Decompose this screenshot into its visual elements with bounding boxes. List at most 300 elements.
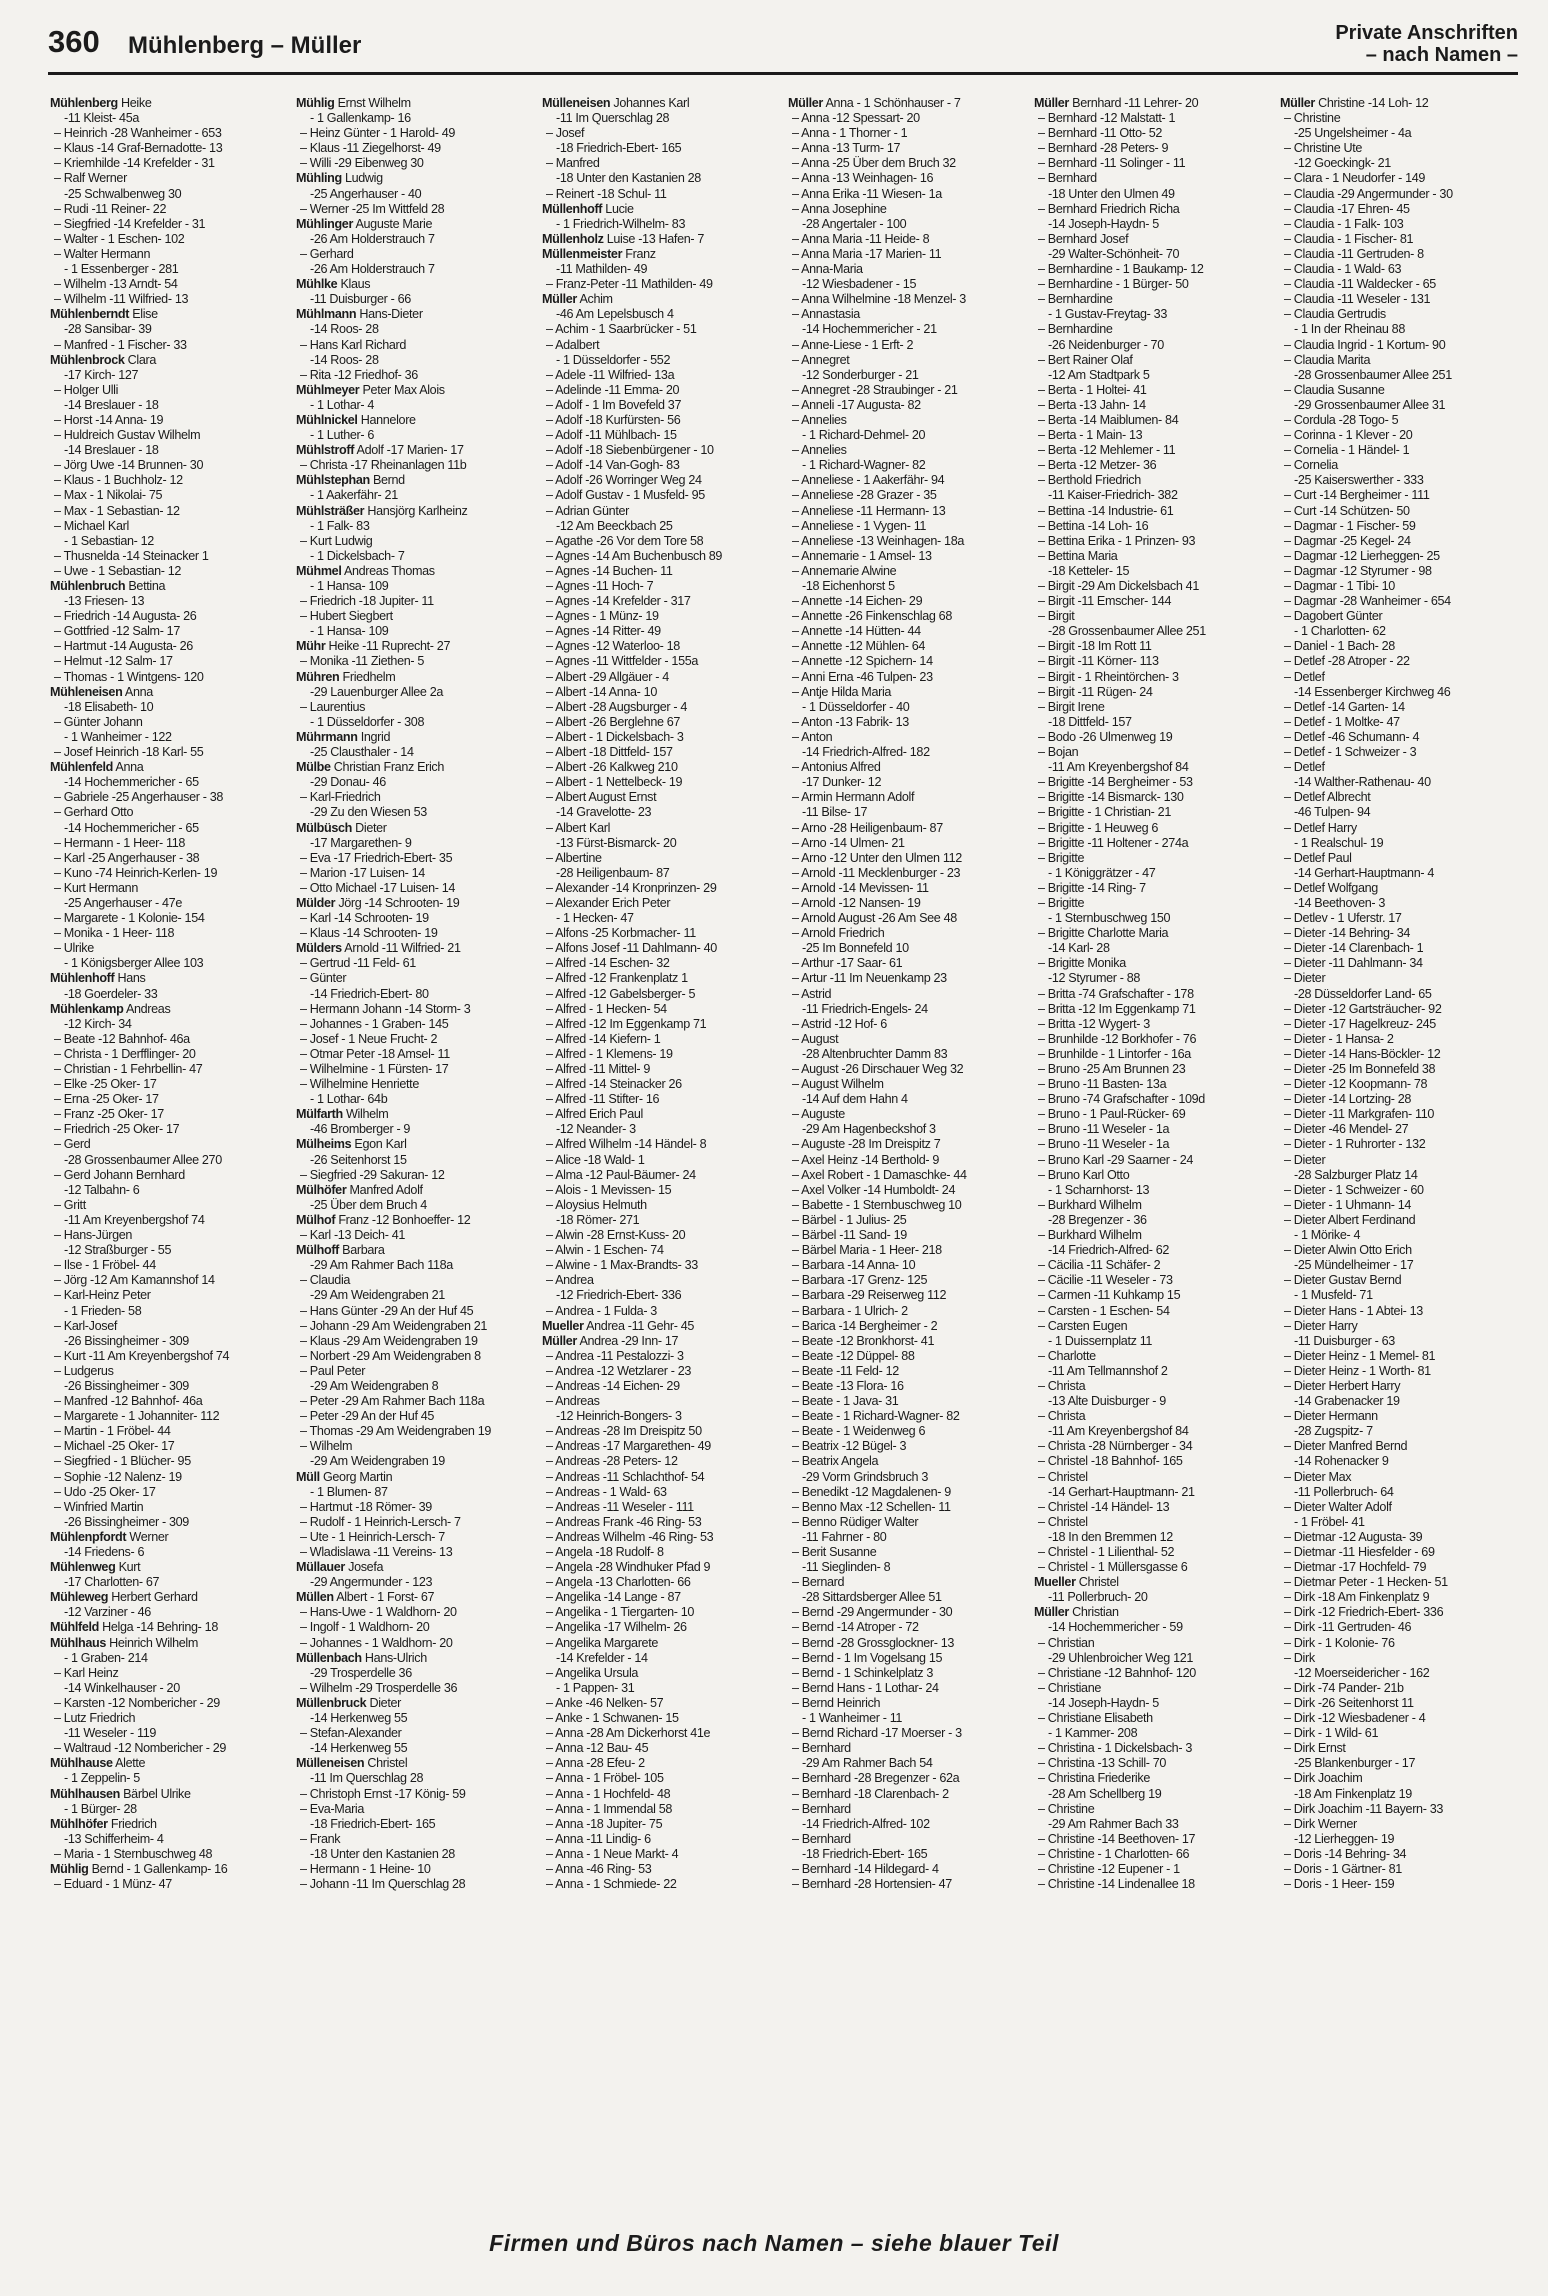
entry-text: – Dieter Gustav Bernd [1284,1273,1402,1288]
entry-text: – Friedrich -25 Oker- 17 [54,1122,180,1137]
directory-entry [296,1349,532,1364]
entry-text: -26 Bissingheimer - 309 [64,1514,189,1529]
entry-text: Elise [129,307,158,322]
directory-entry [50,987,286,1002]
directory-entry [296,1047,532,1062]
entry-text: Heike [117,96,152,110]
entry-text: – Alfred -12 Frankenplatz 1 [546,971,688,986]
surname: Mülder [296,895,336,910]
entry-text: – Anna -11 Lindig- 6 [546,1831,651,1846]
directory-entry [542,307,778,322]
entry-text: - 1 Duissernplatz 11 [1048,1333,1153,1348]
entry-text: – Andreas -11 Weseler - 111 [546,1499,694,1514]
entry-text: – Peter -29 An der Huf 45 [300,1409,435,1424]
surname: Müller [1034,96,1069,110]
directory-entry [542,187,778,202]
directory-entry [1034,1424,1270,1439]
directory-entry [542,866,778,881]
directory-entry [1034,836,1270,851]
directory-entry-surname [296,941,532,956]
entry-text: -14 Joseph-Haydn- 5 [1048,216,1159,231]
entry-text: – Benno Max -12 Schellen- 11 [792,1499,951,1514]
entry-text: – Arnold -11 Mecklenburger - 23 [792,865,961,880]
entry-text: – Christine [1284,111,1341,126]
directory-entry [296,262,532,277]
entry-text: – Dieter Heinz - 1 Worth- 81 [1284,1363,1431,1378]
entry-text: – Huldreich Gustav Wilhelm [54,428,201,443]
directory-entry [542,428,778,443]
directory-entry [296,1802,532,1817]
directory-entry [296,1168,532,1183]
directory-entry [50,1470,286,1485]
directory-columns [50,96,1516,2206]
entry-text: – Alexander -14 Kronprinzen- 29 [546,880,717,895]
entry-text: – Anneliese -28 Grazer - 35 [792,488,937,503]
directory-entry [788,1198,1024,1213]
entry-text: -14 Friedens- 6 [64,1545,145,1559]
directory-entry [1034,111,1270,126]
directory-entry [50,488,286,503]
directory-entry [788,1877,1024,1892]
entry-text: – Arnold -12 Nansen- 19 [792,895,921,910]
entry-text: -18 Dittfeld- 157 [1048,714,1132,729]
entry-text: – August [792,1031,839,1046]
entry-text: – Dieter -12 Koopmann- 78 [1284,1077,1428,1092]
entry-text: – Bodo -26 Ulmenweg 19 [1038,729,1173,744]
entry-text: – Helmut -12 Salm- 17 [54,654,173,669]
surname: Mühlhaus [50,1635,106,1650]
directory-entry [788,1439,1024,1454]
directory-entry [1034,1485,1270,1500]
directory-entry [50,1243,286,1258]
directory-entry [50,1319,286,1334]
entry-text: -18 Friedrich-Ebert- 165 [556,141,682,156]
surname: Mühlenberg [50,96,118,110]
directory-entry [1280,322,1516,337]
directory-entry [1280,1802,1516,1817]
directory-entry [788,987,1024,1002]
directory-entry-surname [50,1756,286,1771]
entry-text: -11 Pollerbruch- 20 [1048,1590,1148,1605]
entry-text: – Anna Wilhelmine -18 Menzel- 3 [792,292,966,307]
directory-entry [1034,1802,1270,1817]
entry-text: -11 Bilse- 17 [802,805,868,820]
entry-text: – Andrea -11 Pestalozzi- 3 [546,1348,684,1363]
entry-text: – Dirk - 1 Wild- 61 [1284,1726,1379,1741]
directory-entry [788,685,1024,700]
directory-entry [296,1711,532,1726]
entry-text: -18 Unter den Kastanien 28 [556,171,701,186]
directory-entry [50,1651,286,1666]
directory-entry [296,322,532,337]
entry-text: – Berta -14 Maiblumen- 84 [1038,412,1179,427]
directory-entry [1280,1198,1516,1213]
entry-text: Bernhard -11 Lehrer- 20 [1069,96,1199,110]
directory-entry [542,730,778,745]
directory-entry [788,1756,1024,1771]
directory-entry [50,745,286,760]
entry-text: – Bruno -11 Weseler - 1a [1038,1137,1170,1152]
directory-entry [1034,1454,1270,1469]
entry-text: - 1 Fröbel- 41 [1294,1514,1365,1529]
entry-text: – Axel Robert - 1 Damaschke- 44 [792,1167,967,1182]
directory-entry [50,1424,286,1439]
directory-entry [1034,1862,1270,1877]
directory-entry [788,473,1024,488]
entry-text: – Carsten - 1 Eschen- 54 [1038,1303,1170,1318]
directory-entry [1280,1137,1516,1152]
entry-text: – Eva-Maria [300,1801,365,1816]
entry-text: -12 Moerseidericher - 162 [1294,1665,1430,1680]
directory-entry [788,1364,1024,1379]
entry-text: – Annelies [792,443,847,458]
directory-entry [50,1168,286,1183]
entry-text: – Barbara -29 Reiserweg 112 [792,1288,947,1303]
entry-text: – Erna -25 Oker- 17 [54,1092,159,1107]
entry-text: – Anton [792,729,833,744]
directory-entry [1280,156,1516,171]
entry-text: – Laurentius [300,699,366,714]
directory-entry [296,338,532,353]
directory-entry [542,1756,778,1771]
directory-entry [50,322,286,337]
directory-entry-surname [50,1560,286,1575]
directory-entry [50,730,286,745]
entry-text: – Wilhelm -11 Wilfried- 13 [54,292,189,307]
directory-entry [1034,443,1270,458]
entry-text: – Bert Rainer Olaf [1038,352,1133,367]
directory-entry [50,851,286,866]
directory-entry [1280,1847,1516,1862]
directory-entry [1280,1651,1516,1666]
entry-text: – Dagmar -25 Kegel- 24 [1284,533,1411,548]
entry-text: -18 In den Bremmen 12 [1048,1529,1173,1544]
directory-entry [542,1183,778,1198]
directory-entry [296,1877,532,1892]
directory-entry-surname [296,1107,532,1122]
directory-entry [542,473,778,488]
directory-entry [788,1651,1024,1666]
directory-entry-surname [50,1862,286,1877]
directory-entry [542,1741,778,1756]
directory-entry [50,519,286,534]
directory-entry [1280,1439,1516,1454]
entry-text: – Anna - 1 Neue Markt- 4 [546,1846,679,1861]
directory-entry [788,639,1024,654]
directory-entry [788,1002,1024,1017]
directory-entry [542,1711,778,1726]
directory-entry [542,1651,778,1666]
entry-text: – Jörg -12 Am Kamannshof 14 [54,1273,215,1288]
directory-entry [542,217,778,232]
entry-text: – Wilhelm -13 Arndt- 54 [54,277,178,292]
surname: Mühling [296,171,342,186]
entry-text: -14 Auf dem Hahn 4 [802,1092,908,1107]
directory-entry [1280,368,1516,383]
entry-text: -29 Zu den Wiesen 53 [310,805,427,820]
entry-text: – Wladislawa -11 Vereins- 13 [300,1545,453,1559]
entry-text: Anna [122,684,153,699]
directory-entry [50,1137,286,1152]
entry-text: – Berta - 1 Main- 13 [1038,428,1143,443]
entry-text: Ludwig [341,171,383,186]
directory-entry [1034,564,1270,579]
entry-text: -11 Duisburger - 63 [1294,1333,1395,1348]
entry-text: – Brigitte - 1 Heuweg 6 [1038,820,1159,835]
entry-text: – Alice -18 Wald- 1 [546,1152,645,1167]
directory-entry-surname [296,760,532,775]
entry-text: – Kurt Hermann [54,880,138,895]
entry-text: -14 Grabenacker 19 [1294,1394,1400,1409]
entry-text: – Christine -12 Eupener - 1 [1038,1861,1180,1876]
directory-entry [296,534,532,549]
directory-entry [1034,504,1270,519]
entry-text: – Manfred [546,156,600,171]
entry-text: Christel [1075,1575,1119,1590]
entry-text: – Angelika Ursula [546,1665,639,1680]
directory-entry [1280,1062,1516,1077]
directory-entry [542,1153,778,1168]
directory-entry [296,956,532,971]
entry-text: – Brigitte -11 Holtener - 274a [1038,835,1189,850]
entry-text: – Franz -25 Oker- 17 [54,1107,164,1122]
directory-entry [1034,1379,1270,1394]
entry-text: – Alfred Wilhelm -14 Händel- 8 [546,1137,707,1152]
entry-text: – Beate -12 Düppel- 88 [792,1348,915,1363]
directory-entry [542,624,778,639]
entry-text: -28 Sittardsberger Allee 51 [802,1590,942,1605]
directory-entry [542,1213,778,1228]
entry-text: – Annette -14 Hütten- 44 [792,624,921,639]
directory-entry-surname [50,971,286,986]
directory-entry [296,1636,532,1651]
directory-entry [1034,383,1270,398]
directory-entry [1280,805,1516,820]
entry-text: -28 Grossenbaumer Allee 251 [1294,367,1452,382]
directory-entry [1280,1364,1516,1379]
directory-entry-surname [296,1651,532,1666]
entry-text: – Arnold -14 Mevissen- 11 [792,880,929,895]
entry-text: – Anni Erna -46 Tulpen- 23 [792,669,933,684]
entry-text: – Cornelia [1284,458,1338,473]
directory-entry-surname [50,1530,286,1545]
directory-entry [50,292,286,307]
entry-text: -14 Friedrich-Alfred- 182 [802,745,930,760]
directory-entry [50,700,286,715]
entry-text: – Barica -14 Bergheimer - 2 [792,1318,938,1333]
directory-entry [1034,1787,1270,1802]
directory-entry [1280,1319,1516,1334]
directory-entry [1280,1122,1516,1137]
directory-entry [1034,1107,1270,1122]
entry-text: Manfred Adolf [346,1182,423,1197]
surname: Mueller [542,1318,584,1333]
surname: Müllen [296,1590,334,1605]
directory-entry [50,1062,286,1077]
directory-entry-surname [50,1787,286,1802]
directory-entry [1034,1651,1270,1666]
directory-entry [1280,1560,1516,1575]
name-range-title: Mühlenberg – Müller [128,32,362,59]
directory-entry [542,926,778,941]
entry-text: Christian [1069,1605,1119,1620]
entry-text: – Manfred - 1 Fischer- 33 [54,337,187,352]
directory-entry-surname [542,202,778,217]
entry-text: – Kurt Ludwig [300,533,373,548]
directory-entry-surname [296,1470,532,1485]
entry-text: – Beate -11 Feld- 12 [792,1363,899,1378]
directory-entry [296,368,532,383]
directory-entry [788,1334,1024,1349]
directory-entry [542,126,778,141]
directory-entry [788,851,1024,866]
entry-text: -18 Elisabeth- 10 [64,699,154,714]
directory-entry [1034,941,1270,956]
directory-entry [788,1304,1024,1319]
entry-text: -28 Grossenbaumer Allee 270 [64,1152,222,1167]
directory-entry [1280,700,1516,715]
directory-entry [542,1394,778,1409]
entry-text: -13 Fürst-Bismarck- 20 [556,835,677,850]
entry-text: - 1 Pappen- 31 [556,1680,635,1695]
entry-text: – Claudia -29 Angermunder - 30 [1284,186,1453,201]
directory-entry [50,398,286,413]
entry-text: Wilhelm [342,1107,389,1122]
directory-entry [1034,307,1270,322]
entry-text: -25 Schwalbenweg 30 [64,186,182,201]
entry-text: – Klaus -29 Am Weidengraben 19 [300,1333,478,1348]
entry-text: – Annette -12 Spichern- 14 [792,654,933,669]
entry-text: – Heinrich -28 Wanheimer - 653 [54,126,222,141]
entry-text: – Brunhilde - 1 Lintorfer - 16a [1038,1046,1191,1061]
directory-entry [50,111,286,126]
directory-entry [788,1590,1024,1605]
directory-entry [1280,383,1516,398]
entry-text: – Bernhard [792,1831,851,1846]
entry-text: -14 Gerhart-Hauptmann- 21 [1048,1484,1195,1499]
directory-entry [542,1454,778,1469]
directory-entry [296,398,532,413]
entry-text: - 1 Richard-Dehmel- 20 [802,428,926,443]
entry-text: – Claudia [300,1273,351,1288]
directory-entry-surname [296,413,532,428]
directory-entry [788,1409,1024,1424]
entry-text: – Agnes -14 Krefelder - 317 [546,594,691,609]
entry-text: Christine -14 Loh- 12 [1315,96,1429,110]
directory-column-6 [1280,96,1516,2206]
directory-entry-surname [296,639,532,654]
entry-text: -14 Breslauer - 18 [64,443,159,458]
directory-entry [788,1153,1024,1168]
entry-text: – Adolf -11 Mühlbach- 15 [546,428,677,443]
entry-text: -12 Sonderburger - 21 [802,367,919,382]
entry-text: – Monika - 1 Heer- 118 [54,926,175,941]
directory-entry [788,1832,1024,1847]
directory-entry-surname [296,307,532,322]
directory-entry [296,579,532,594]
entry-text: -14 Friedrich-Ebert- 80 [310,986,429,1001]
entry-text: – Claudia Marita [1284,352,1371,367]
entry-text: -11 Kaiser-Friedrich- 382 [1048,488,1178,503]
surname: Mühlig [50,1861,89,1876]
directory-entry [542,1349,778,1364]
directory-entry [788,1696,1024,1711]
entry-text: – Agnes - 1 Münz- 19 [546,609,659,624]
directory-entry [1034,458,1270,473]
entry-text: – Christine - 1 Charlotten- 66 [1038,1846,1190,1861]
directory-entry-surname [296,1183,532,1198]
directory-entry [296,1681,532,1696]
entry-text: – Alfred -12 Im Eggenkamp 71 [546,1016,707,1031]
entry-text: – Ludgerus [54,1363,114,1378]
surname: Mülleneisen [296,1756,365,1771]
directory-entry [50,458,286,473]
entry-text: - 1 Wanheimer - 11 [802,1711,903,1726]
directory-entry [1034,1847,1270,1862]
directory-entry [1034,1409,1270,1424]
entry-text: – Daniel - 1 Bach- 28 [1284,639,1395,654]
directory-entry [788,700,1024,715]
directory-entry [1280,1394,1516,1409]
directory-entry [542,1847,778,1862]
directory-entry [50,1877,286,1892]
entry-text: Klaus [337,277,371,292]
directory-entry [1034,1530,1270,1545]
directory-entry [788,428,1024,443]
entry-text: -12 Goeckingk- 21 [1294,156,1391,171]
entry-text: Bärbel Ulrike [119,1786,191,1801]
directory-entry [1034,775,1270,790]
surname: Mühlenpfordt [50,1529,127,1544]
directory-entry [296,775,532,790]
directory-entry [1280,1726,1516,1741]
directory-entry [788,126,1024,141]
entry-text: – Albert -28 Augsburger - 4 [546,699,688,714]
directory-entry [542,745,778,760]
directory-entry [50,1032,286,1047]
directory-entry [788,760,1024,775]
directory-entry [1280,745,1516,760]
entry-text: – Arnold August -26 Am See 48 [792,911,957,926]
entry-text: – Detlef Paul [1284,850,1352,865]
entry-text: -11 Duisburger - 66 [310,292,411,307]
directory-entry [1280,1213,1516,1228]
directory-entry [788,443,1024,458]
entry-text: -29 Am Rahmer Bach 118a [310,1258,453,1273]
entry-text: – Christiane [1038,1680,1101,1695]
directory-entry [1034,338,1270,353]
entry-text: – Ulrike [54,941,94,956]
surname: Müller [1280,96,1315,110]
entry-text: – Margarete - 1 Kolonie- 154 [54,911,205,926]
directory-entry [50,609,286,624]
entry-text: – Werner -25 Im Wittfeld 28 [300,201,445,216]
directory-entry [788,1470,1024,1485]
entry-text: – Birgit -11 Rügen- 24 [1038,684,1153,699]
directory-entry [788,624,1024,639]
directory-entry [1280,1817,1516,1832]
directory-entry-surname [542,292,778,307]
directory-entry-surname [1034,1605,1270,1620]
entry-text: – Auguste [792,1107,845,1122]
entry-text: – Brigitte -14 Ring- 7 [1038,880,1146,895]
entry-text: – Dagobert Günter [1284,609,1383,624]
directory-entry [542,1062,778,1077]
entry-text: -29 Trosperdelle 36 [310,1665,412,1680]
directory-entry [1280,1153,1516,1168]
entry-text: – Bärbel Maria - 1 Heer- 218 [792,1243,942,1258]
entry-text: – Annette -26 Finkenschlag 68 [792,609,952,624]
